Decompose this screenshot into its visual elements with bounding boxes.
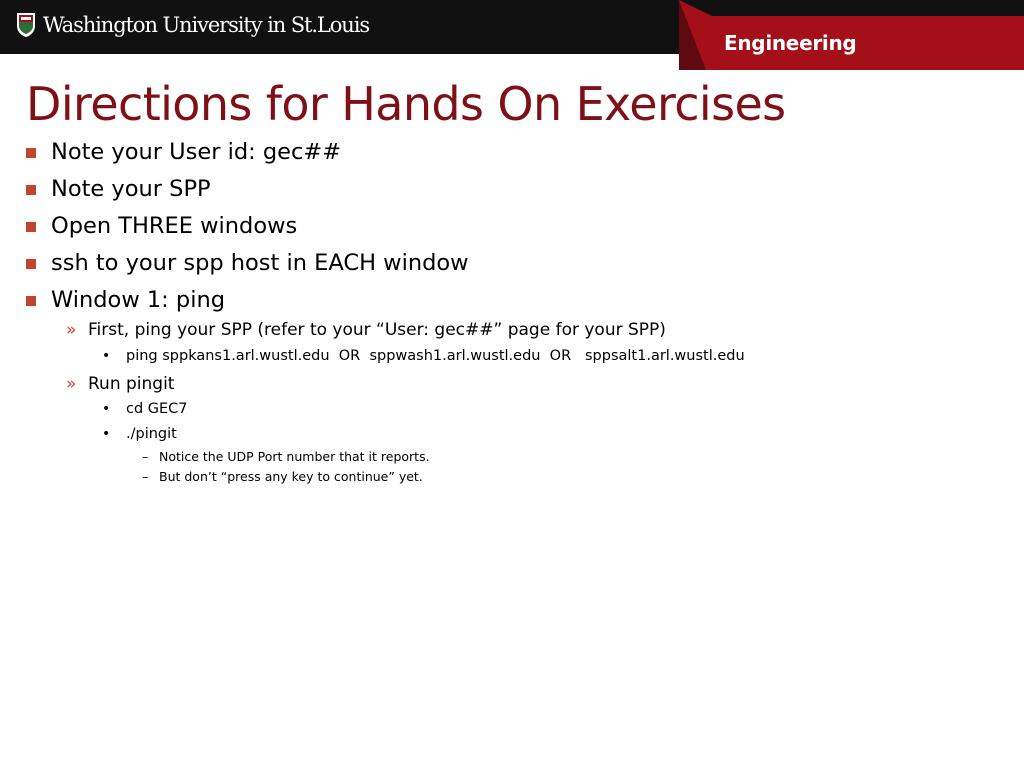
dot-bullet-icon: • — [102, 426, 111, 442]
slide-title: Directions for Hands On Exercises — [26, 77, 786, 131]
square-bullet-icon — [26, 296, 36, 306]
chevron-bullet-icon: » — [66, 320, 77, 340]
dot-bullet-icon: • — [102, 348, 111, 364]
sub-sub-bullet-item — [102, 348, 745, 364]
university-name: Washington University in St.Louis — [43, 13, 370, 37]
bullet-text: Open THREE windows — [51, 213, 298, 239]
bullet-item — [26, 287, 225, 313]
bullet-item — [26, 176, 211, 202]
sub-bullet-text: First, ping your SPP (refer to your “User: gec##” page for your SPP) — [88, 320, 666, 340]
bullet-text: Window 1: ping — [51, 287, 225, 313]
chevron-bullet-icon: » — [66, 374, 77, 394]
bullet-item — [26, 213, 297, 239]
school-name: Engineering — [724, 31, 857, 55]
sub-sub-bullet-text: ./pingit — [126, 426, 177, 442]
sub-bullet-text: Run pingit — [88, 374, 175, 394]
dot-bullet-icon: • — [102, 401, 111, 417]
university-shield-icon — [16, 12, 36, 38]
university-logo — [16, 12, 369, 38]
bullet-text: Note your User id: gec## — [51, 139, 342, 165]
square-bullet-icon — [26, 185, 36, 195]
detail-bullet-text: But don’t “press any key to continue” yet. — [159, 469, 423, 484]
header-banner — [0, 0, 1024, 70]
square-bullet-icon — [26, 222, 36, 232]
dash-bullet-icon: – — [142, 469, 149, 484]
dash-bullet-icon: – — [142, 449, 149, 464]
detail-bullet-item — [142, 469, 423, 484]
sub-bullet-item — [66, 320, 666, 340]
sub-sub-bullet-text: ping sppkans1.arl.wustl.edu OR sppwash1.arl.wustl.edu OR sppsalt1.arl.wustl.edu — [126, 348, 745, 364]
detail-bullet-item — [142, 449, 430, 464]
sub-sub-bullet-item — [102, 401, 188, 417]
sub-bullet-item — [66, 374, 174, 394]
square-bullet-icon — [26, 148, 36, 158]
bullet-item — [26, 250, 469, 276]
sub-sub-bullet-text: cd GEC7 — [126, 401, 188, 417]
bullet-item — [26, 139, 341, 165]
bullet-text: ssh to your spp host in EACH window — [51, 250, 469, 276]
sub-sub-bullet-item — [102, 426, 177, 442]
bullet-text: Note your SPP — [51, 176, 211, 202]
detail-bullet-text: Notice the UDP Port number that it reports. — [159, 449, 430, 464]
square-bullet-icon — [26, 259, 36, 269]
